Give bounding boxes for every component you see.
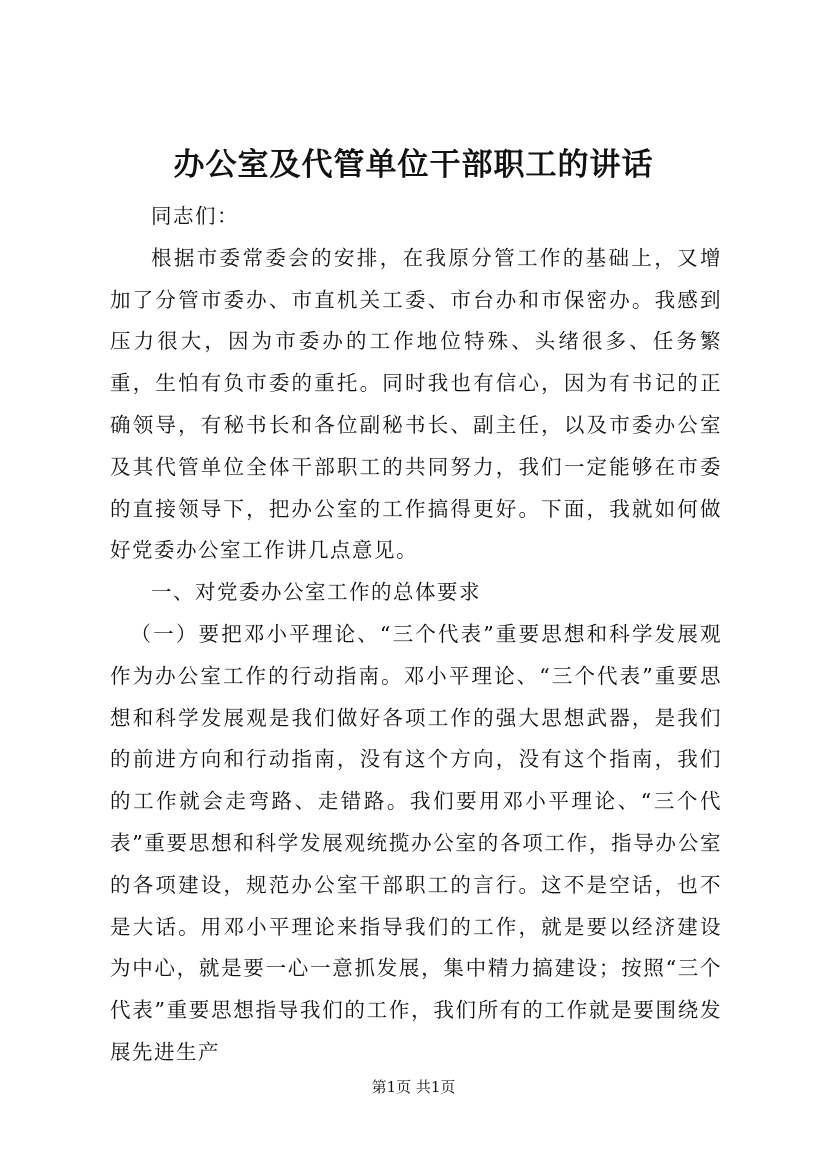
- document-body: [110, 196, 722, 1074]
- body-paragraph: 根据市委常委会的安排，在我原分管工作的基础上，又增加了分管市委办、市直机关工委、市台办和市保密办。我感到压力很大，因为市委办的工作地位特殊、头绪很多、任务繁重，生怕有负市委的重托。同时我也有信心，因为有书记的正确领导，有秘书长和各位副秘书长、副主任，以及市委办公室及其代管单位全体干部职工的共同努力，我们一定能够在市委的直接领导下，把办公室的工作搞得更好。下面，我就如何做好党委办公室工作讲几点意见。: [110, 245, 722, 563]
- page-footer: 第1页 共1页: [371, 1078, 456, 1096]
- section-heading: 一、对党委办公室工作的总体要求: [151, 580, 481, 605]
- body-paragraph: （一）要把邓小平理论、“三个代表”重要思想和科学发展观作为办公室工作的行动指南。邓小平理论、“三个代表”重要思想和科学发展观是我们做好各项工作的强大思想武器，是我们的前进方向和行动指南，没有这个方向，没有这个指南，我们的工作就会走弯路、走错路。我们要用邓小平理论、“三个代表”重要思想和科学发展观统揽办公室的各项工作，指导办公室的各项建设，规范办公室干部职工的言行。这不是空话，也不是大话。用邓小平理论来指导我们的工作，就是要以经济建设为中心，就是要一心一意抓发展，集中精力搞建设；按照“三个代表”重要思想指导我们的工作，我们所有的工作就是要围绕发展先进生产: [110, 621, 722, 1064]
- document-title: 办公室及代管单位干部职工的讲话: [173, 147, 654, 183]
- greeting-paragraph: 同志们：: [151, 204, 239, 228]
